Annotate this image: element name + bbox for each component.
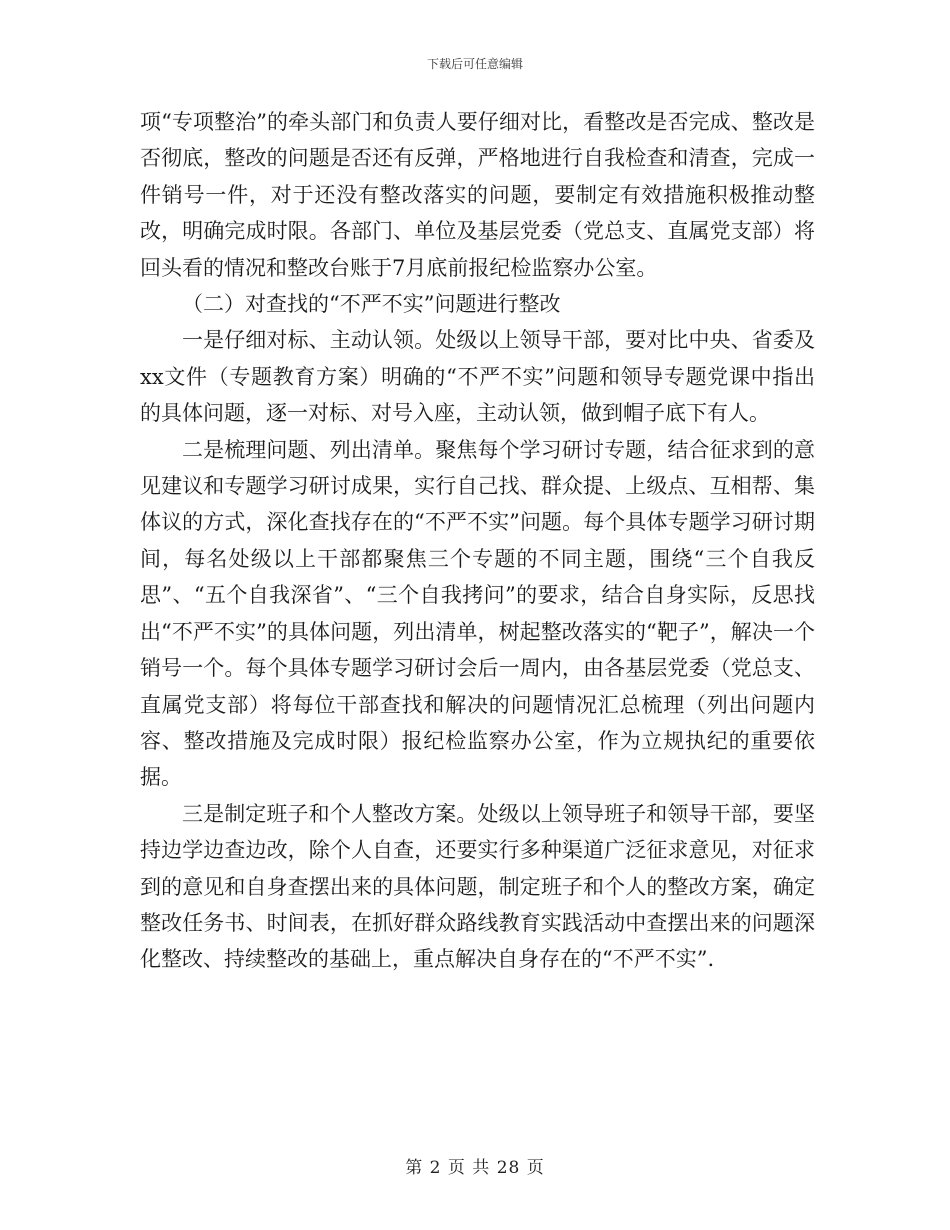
page-number-footer: 第 2 页 共 28 页 xyxy=(405,1158,545,1178)
paragraph-item-2: 二是梳理问题、列出清单。聚焦每个学习研讨专题，结合征求到的意见建议和专题学习研讨成果，实行自己找、群众提、上级点、互相帮、集体议的方式，深化查找存在的“不严不实”问题。每个具体专题学习研讨期间，每名处级以上干部都聚焦三个专题的不同主题，围绕“三个自我反思”、“五个自我深省”、“三个自我拷问”的要求，结合自身实际，反思找出“不严不实”的具体问题，列出清单，树起整改落实的“靶子”，解决一个销号一个。每个具体专题学习研讨会后一周内，由各基层党委（党总支、直属党支部）将每位干部查找和解决的问题情况汇总梳理（列出问题内容、整改措施及完成时限）报纪检监察办公室，作为立规执纪的重要依据。 xyxy=(140,437,815,790)
page-header: 下载后可任意编辑 xyxy=(426,57,523,71)
paragraph-item-1: 一是仔细对标、主动认领。处级以上领导干部，要对比中央、省委及xx文件（专题教育方案）明确的“不严不实”问题和领导专题党课中指出的具体问题，逐一对标、对号入座，主动认领，做到帽子底下有人。 xyxy=(140,328,815,426)
section-heading: （二）对查找的“不严不实”问题进行整改 xyxy=(182,292,561,317)
paragraph-continuation: 项“专项整治”的牵头部门和负责人要仔细对比，看整改是否完成、整改是否彻底，整改的问题是否还有反弹，严格地进行自我检查和清查，完成一件销号一件，对于还没有整改落实的问题，要制定有效措施积极推动整改，明确完成时限。各部门、单位及基层党委（党总支、直属党支部）将回头看的情况和整改台账于7月底前报纪检监察办公室。 xyxy=(140,110,815,280)
paragraph-item-3: 三是制定班子和个人整改方案。处级以上领导班子和领导干部，要坚持边学边查边改，除个人自查，还要实行多种渠道广泛征求意见，对征求到的意见和自身查摆出来的具体问题，制定班子和个人的整改方案，确定整改任务书、时间表，在抓好群众路线教育实践活动中查摆出来的问题深化整改、持续整改的基础上，重点解决自身存在的“不严不实”. xyxy=(140,801,815,972)
document-body xyxy=(140,104,815,978)
